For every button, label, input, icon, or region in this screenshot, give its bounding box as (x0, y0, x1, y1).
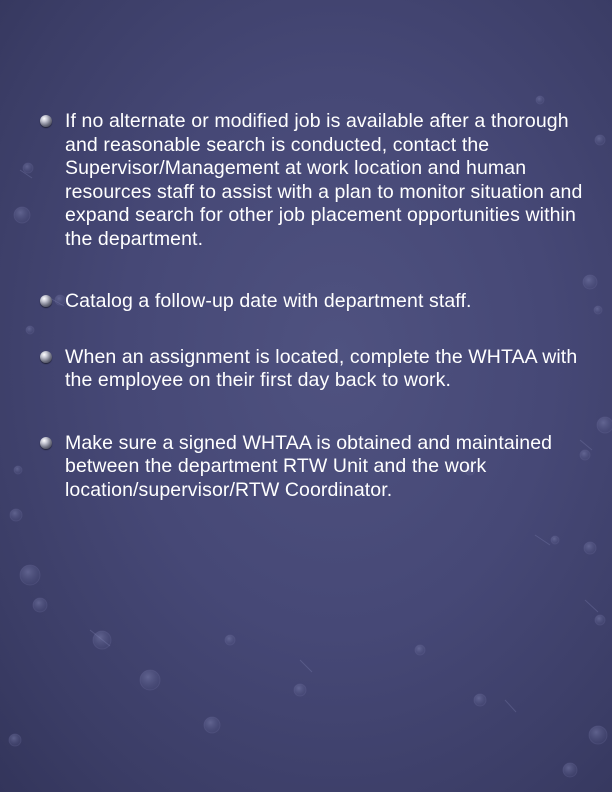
bullet-text: Make sure a signed WHTAA is obtained and maintained between the department RTW Unit and the work location/supervisor/RTW Coordinator. (65, 431, 553, 501)
bullet-sphere-icon (40, 115, 52, 127)
bullet-item-assignment-located (40, 346, 588, 393)
bullet-sphere-icon (40, 351, 52, 363)
bullet-sphere-icon (40, 295, 52, 307)
bullet-item-catalog-follow-up (40, 290, 588, 314)
bullet-item-signed-whtaa (40, 432, 588, 503)
bullet-list (40, 110, 588, 502)
bullet-text: When an assignment is located, complete the WHTAA with the employee on their first day back to work. (65, 345, 578, 391)
bullet-text: Catalog a follow-up date with department staff. (65, 290, 472, 312)
bullet-sphere-icon (40, 437, 52, 449)
bullet-item-no-alternate-job (40, 110, 588, 251)
bullet-text: If no alternate or modified job is available after a thorough and reasonable search is conducted, contact the Supervisor/Management at work location and human resources staff to assist with a plan to monitor situation and expand search for other job placement opportunities within the department. (65, 110, 583, 250)
